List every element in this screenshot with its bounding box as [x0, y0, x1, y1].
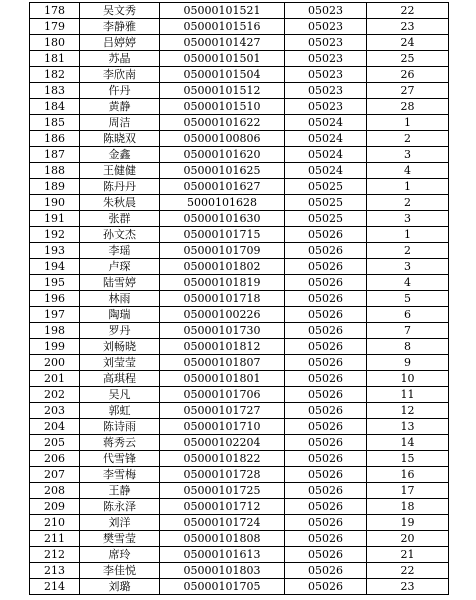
row-number-cell: 185: [30, 115, 80, 131]
student-name-cell: 孙文杰: [80, 227, 160, 243]
student-name-cell: 代雪锋: [80, 451, 160, 467]
class-code-cell: 05024: [285, 147, 367, 163]
seat-number-cell: 15: [367, 451, 449, 467]
row-number-cell: 186: [30, 131, 80, 147]
row-number-cell: 202: [30, 387, 80, 403]
seat-number-cell: 2: [367, 131, 449, 147]
class-code-cell: 05026: [285, 307, 367, 323]
row-number-cell: 190: [30, 195, 80, 211]
table-row: [30, 339, 449, 355]
seat-number-cell: 7: [367, 323, 449, 339]
seat-number-cell: 18: [367, 499, 449, 515]
student-id-cell: 05000101630: [160, 211, 285, 227]
class-code-cell: 05024: [285, 163, 367, 179]
table-row: [30, 243, 449, 259]
student-name-cell: 陈永泽: [80, 499, 160, 515]
seat-number-cell: 8: [367, 339, 449, 355]
table-row: [30, 483, 449, 499]
row-number-cell: 181: [30, 51, 80, 67]
student-id-cell: 05000101807: [160, 355, 285, 371]
student-name-cell: 吴文秀: [80, 3, 160, 19]
student-id-cell: 05000101627: [160, 179, 285, 195]
row-number-cell: 178: [30, 3, 80, 19]
row-number-cell: 187: [30, 147, 80, 163]
class-code-cell: 05026: [285, 515, 367, 531]
student-name-cell: 刘畅晓: [80, 339, 160, 355]
student-id-cell: 05000101510: [160, 99, 285, 115]
seat-number-cell: 1: [367, 115, 449, 131]
table-row: [30, 67, 449, 83]
class-code-cell: 05026: [285, 547, 367, 563]
student-id-cell: 05000101516: [160, 19, 285, 35]
seat-number-cell: 9: [367, 355, 449, 371]
student-name-cell: 李欣南: [80, 67, 160, 83]
row-number-cell: 196: [30, 291, 80, 307]
student-name-cell: 陈诗雨: [80, 419, 160, 435]
seat-number-cell: 19: [367, 515, 449, 531]
row-number-cell: 195: [30, 275, 80, 291]
seat-number-cell: 14: [367, 435, 449, 451]
student-name-cell: 陈丹丹: [80, 179, 160, 195]
table-row: [30, 531, 449, 547]
class-code-cell: 05023: [285, 67, 367, 83]
seat-number-cell: 2: [367, 195, 449, 211]
student-id-cell: 05000100806: [160, 131, 285, 147]
student-id-cell: 05000101725: [160, 483, 285, 499]
student-id-cell: 05000100226: [160, 307, 285, 323]
seat-number-cell: 4: [367, 275, 449, 291]
table-row: [30, 19, 449, 35]
table-row: [30, 275, 449, 291]
student-id-cell: 05000101808: [160, 531, 285, 547]
student-name-cell: 陶瑞: [80, 307, 160, 323]
table-row: [30, 547, 449, 563]
row-number-cell: 208: [30, 483, 80, 499]
student-name-cell: 周洁: [80, 115, 160, 131]
seat-number-cell: 25: [367, 51, 449, 67]
row-number-cell: 189: [30, 179, 80, 195]
student-id-cell: 05000101812: [160, 339, 285, 355]
student-name-cell: 卢琛: [80, 259, 160, 275]
seat-number-cell: 2: [367, 243, 449, 259]
student-name-cell: 吕婷婷: [80, 35, 160, 51]
seat-number-cell: 23: [367, 19, 449, 35]
table-row: [30, 435, 449, 451]
class-code-cell: 05026: [285, 323, 367, 339]
class-code-cell: 05023: [285, 19, 367, 35]
student-name-cell: 仵丹: [80, 83, 160, 99]
student-id-cell: 05000102204: [160, 435, 285, 451]
class-code-cell: 05026: [285, 291, 367, 307]
class-code-cell: 05026: [285, 435, 367, 451]
table-row: [30, 99, 449, 115]
table-row: [30, 323, 449, 339]
seat-number-cell: 3: [367, 259, 449, 275]
student-id-cell: 05000101803: [160, 563, 285, 579]
student-name-cell: 王静: [80, 483, 160, 499]
seat-number-cell: 12: [367, 403, 449, 419]
seat-number-cell: 22: [367, 3, 449, 19]
table-row: [30, 563, 449, 579]
student-id-cell: 05000101521: [160, 3, 285, 19]
student-id-cell: 05000101504: [160, 67, 285, 83]
row-number-cell: 211: [30, 531, 80, 547]
table-row: [30, 147, 449, 163]
student-name-cell: 罗丹: [80, 323, 160, 339]
seat-number-cell: 24: [367, 35, 449, 51]
seat-number-cell: 1: [367, 227, 449, 243]
row-number-cell: 194: [30, 259, 80, 275]
row-number-cell: 210: [30, 515, 80, 531]
table-row: [30, 51, 449, 67]
student-id-cell: 05000101625: [160, 163, 285, 179]
student-id-cell: 05000101801: [160, 371, 285, 387]
class-code-cell: 05026: [285, 355, 367, 371]
class-code-cell: 05026: [285, 339, 367, 355]
student-name-cell: 郭虹: [80, 403, 160, 419]
seat-number-cell: 17: [367, 483, 449, 499]
student-name-cell: 朱秋晨: [80, 195, 160, 211]
student-table-body: [30, 3, 449, 595]
student-name-cell: 刘洋: [80, 515, 160, 531]
student-id-cell: 05000101730: [160, 323, 285, 339]
row-number-cell: 188: [30, 163, 80, 179]
student-name-cell: 张群: [80, 211, 160, 227]
student-name-cell: 金鑫: [80, 147, 160, 163]
row-number-cell: 192: [30, 227, 80, 243]
seat-number-cell: 23: [367, 579, 449, 595]
seat-number-cell: 5: [367, 291, 449, 307]
seat-number-cell: 13: [367, 419, 449, 435]
table-row: [30, 387, 449, 403]
student-id-cell: 05000101822: [160, 451, 285, 467]
class-code-cell: 05026: [285, 499, 367, 515]
student-id-cell: 05000101712: [160, 499, 285, 515]
student-id-cell: 05000101512: [160, 83, 285, 99]
row-number-cell: 193: [30, 243, 80, 259]
table-row: [30, 163, 449, 179]
class-code-cell: 05026: [285, 579, 367, 595]
seat-number-cell: 3: [367, 211, 449, 227]
seat-number-cell: 26: [367, 67, 449, 83]
row-number-cell: 199: [30, 339, 80, 355]
row-number-cell: 203: [30, 403, 80, 419]
class-code-cell: 05026: [285, 371, 367, 387]
table-row: [30, 227, 449, 243]
student-name-cell: 苏晶: [80, 51, 160, 67]
student-id-cell: 05000101819: [160, 275, 285, 291]
student-name-cell: 刘璐: [80, 579, 160, 595]
class-code-cell: 05023: [285, 83, 367, 99]
student-name-cell: 陆雪婷: [80, 275, 160, 291]
table-row: [30, 307, 449, 323]
table-row: [30, 115, 449, 131]
seat-number-cell: 6: [367, 307, 449, 323]
row-number-cell: 214: [30, 579, 80, 595]
student-name-cell: 李静雅: [80, 19, 160, 35]
class-code-cell: 05026: [285, 275, 367, 291]
student-table: [29, 2, 449, 595]
student-id-cell: 05000101706: [160, 387, 285, 403]
class-code-cell: 05026: [285, 259, 367, 275]
seat-number-cell: 11: [367, 387, 449, 403]
row-number-cell: 204: [30, 419, 80, 435]
student-id-cell: 05000101622: [160, 115, 285, 131]
row-number-cell: 197: [30, 307, 80, 323]
student-name-cell: 林雨: [80, 291, 160, 307]
row-number-cell: 182: [30, 67, 80, 83]
class-code-cell: 05026: [285, 387, 367, 403]
seat-number-cell: 1: [367, 179, 449, 195]
student-name-cell: 高琪程: [80, 371, 160, 387]
table-row: [30, 131, 449, 147]
student-name-cell: 李佳悦: [80, 563, 160, 579]
row-number-cell: 191: [30, 211, 80, 227]
row-number-cell: 213: [30, 563, 80, 579]
row-number-cell: 206: [30, 451, 80, 467]
student-name-cell: 樊雪莹: [80, 531, 160, 547]
class-code-cell: 05026: [285, 563, 367, 579]
student-name-cell: 刘莹莹: [80, 355, 160, 371]
student-name-cell: 席玲: [80, 547, 160, 563]
student-id-cell: 05000101718: [160, 291, 285, 307]
table-row: [30, 467, 449, 483]
class-code-cell: 05026: [285, 243, 367, 259]
table-row: [30, 3, 449, 19]
student-id-cell: 05000101727: [160, 403, 285, 419]
class-code-cell: 05026: [285, 419, 367, 435]
student-name-cell: 蒋秀云: [80, 435, 160, 451]
seat-number-cell: 22: [367, 563, 449, 579]
class-code-cell: 05025: [285, 195, 367, 211]
student-id-cell: 05000101501: [160, 51, 285, 67]
row-number-cell: 212: [30, 547, 80, 563]
class-code-cell: 05026: [285, 483, 367, 499]
seat-number-cell: 21: [367, 547, 449, 563]
class-code-cell: 05026: [285, 467, 367, 483]
table-row: [30, 211, 449, 227]
row-number-cell: 179: [30, 19, 80, 35]
table-row: [30, 291, 449, 307]
class-code-cell: 05025: [285, 211, 367, 227]
table-row: [30, 371, 449, 387]
table-row: [30, 35, 449, 51]
table-row: [30, 355, 449, 371]
seat-number-cell: 4: [367, 163, 449, 179]
class-code-cell: 05023: [285, 51, 367, 67]
student-id-cell: 05000101427: [160, 35, 285, 51]
student-id-cell: 05000101613: [160, 547, 285, 563]
class-code-cell: 05023: [285, 35, 367, 51]
student-id-cell: 05000101709: [160, 243, 285, 259]
table-row: [30, 515, 449, 531]
row-number-cell: 180: [30, 35, 80, 51]
seat-number-cell: 10: [367, 371, 449, 387]
student-id-cell: 05000101620: [160, 147, 285, 163]
table-row: [30, 451, 449, 467]
student-list-page: [29, 2, 448, 595]
seat-number-cell: 16: [367, 467, 449, 483]
seat-number-cell: 27: [367, 83, 449, 99]
student-name-cell: 吴凡: [80, 387, 160, 403]
class-code-cell: 05024: [285, 115, 367, 131]
row-number-cell: 200: [30, 355, 80, 371]
row-number-cell: 207: [30, 467, 80, 483]
row-number-cell: 183: [30, 83, 80, 99]
student-id-cell: 05000101715: [160, 227, 285, 243]
row-number-cell: 205: [30, 435, 80, 451]
student-id-cell: 05000101705: [160, 579, 285, 595]
table-row: [30, 179, 449, 195]
student-name-cell: 王健健: [80, 163, 160, 179]
seat-number-cell: 3: [367, 147, 449, 163]
student-id-cell: 05000101728: [160, 467, 285, 483]
student-name-cell: 李瑶: [80, 243, 160, 259]
student-name-cell: 黄静: [80, 99, 160, 115]
class-code-cell: 05026: [285, 531, 367, 547]
class-code-cell: 05025: [285, 179, 367, 195]
student-id-cell: 05000101710: [160, 419, 285, 435]
table-row: [30, 579, 449, 595]
class-code-cell: 05026: [285, 451, 367, 467]
class-code-cell: 05024: [285, 131, 367, 147]
student-name-cell: 李雪梅: [80, 467, 160, 483]
class-code-cell: 05023: [285, 99, 367, 115]
row-number-cell: 209: [30, 499, 80, 515]
row-number-cell: 201: [30, 371, 80, 387]
seat-number-cell: 20: [367, 531, 449, 547]
student-id-cell: 05000101724: [160, 515, 285, 531]
table-row: [30, 259, 449, 275]
student-name-cell: 陈晓双: [80, 131, 160, 147]
student-id-cell: 5000101628: [160, 195, 285, 211]
table-row: [30, 83, 449, 99]
class-code-cell: 05026: [285, 227, 367, 243]
class-code-cell: 05026: [285, 403, 367, 419]
table-row: [30, 403, 449, 419]
row-number-cell: 184: [30, 99, 80, 115]
table-row: [30, 195, 449, 211]
table-row: [30, 499, 449, 515]
seat-number-cell: 28: [367, 99, 449, 115]
table-row: [30, 419, 449, 435]
class-code-cell: 05023: [285, 3, 367, 19]
row-number-cell: 198: [30, 323, 80, 339]
student-id-cell: 05000101802: [160, 259, 285, 275]
